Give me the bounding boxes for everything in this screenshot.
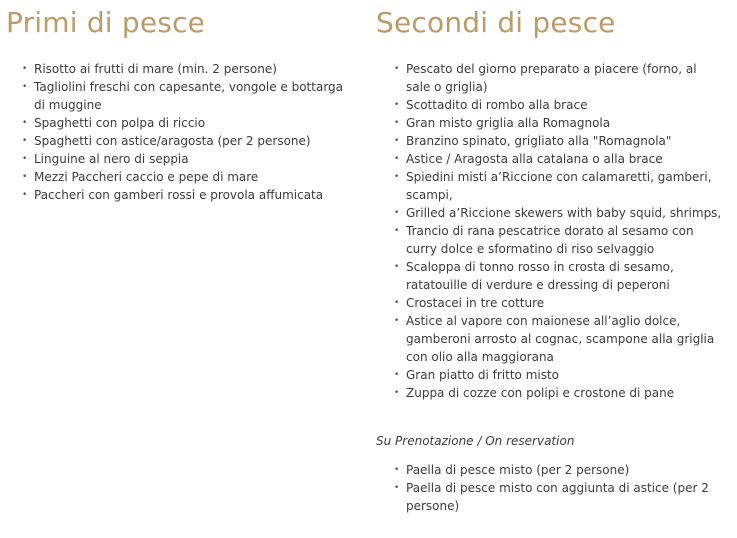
list-item: • Astice al vapore con maionese all’aglio dolce, gamberoni arrosto al cognac, scampone alla griglia con olio alla maggiorana — [394, 312, 724, 366]
list-item: • Gran misto griglia alla Romagnola — [394, 114, 724, 132]
list-item: • Risotto ai frutti di mare (min. 2 persone) — [22, 60, 347, 78]
list-item: • Gran piatto di fritto misto — [394, 366, 724, 384]
list-item: • Mezzi Paccheri caccio e pepe di mare — [22, 168, 347, 186]
list-item: • Spaghetti con polpa di riccio — [22, 114, 347, 132]
list-item: • Pescato del giorno preparato a piacere (forno, al sale o griglia) — [394, 60, 724, 96]
list-item: • Linguine al nero di seppia — [22, 150, 347, 168]
list-item: • Scaloppa di tonno rosso in crosta di sesamo, ratatouille di verdure e dressing di peperoni — [394, 258, 724, 294]
reservation-note: Su Prenotazione / On reservation — [376, 434, 575, 448]
secondi-list — [394, 60, 724, 402]
list-item: • Trancio di rana pescatrice dorato al sesamo con curry dolce e sformatino di riso selvaggio — [394, 222, 724, 258]
list-item: • Tagliolini freschi con capesante, vongole e bottarga di muggine — [22, 78, 347, 114]
secondi-heading: Secondi di pesce — [376, 6, 616, 39]
list-item: • Branzino spinato, grigliato alla "Romagnola" — [394, 132, 724, 150]
list-item: • Spiedini misti a’Riccione con calamaretti, gamberi, scampi, — [394, 168, 724, 204]
list-item: • Paella di pesce misto con aggiunta di astice (per 2 persone) — [394, 479, 724, 515]
list-item: • Paella di pesce misto (per 2 persone) — [394, 461, 724, 479]
list-item: • Paccheri con gamberi rossi e provola affumicata — [22, 186, 347, 204]
list-item: • Astice / Aragosta alla catalana o alla brace — [394, 150, 724, 168]
list-item: • Scottadito di rombo alla brace — [394, 96, 724, 114]
list-item: • Zuppa di cozze con polipi e crostone di pane — [394, 384, 724, 402]
reservation-list — [394, 461, 724, 515]
primi-list — [22, 60, 347, 204]
list-item: • Grilled a’Riccione skewers with baby squid, shrimps, — [394, 204, 724, 222]
list-item: • Crostacei in tre cotture — [394, 294, 724, 312]
primi-heading: Primi di pesce — [6, 6, 206, 39]
list-item: • Spaghetti con astice/aragosta (per 2 persone) — [22, 132, 347, 150]
